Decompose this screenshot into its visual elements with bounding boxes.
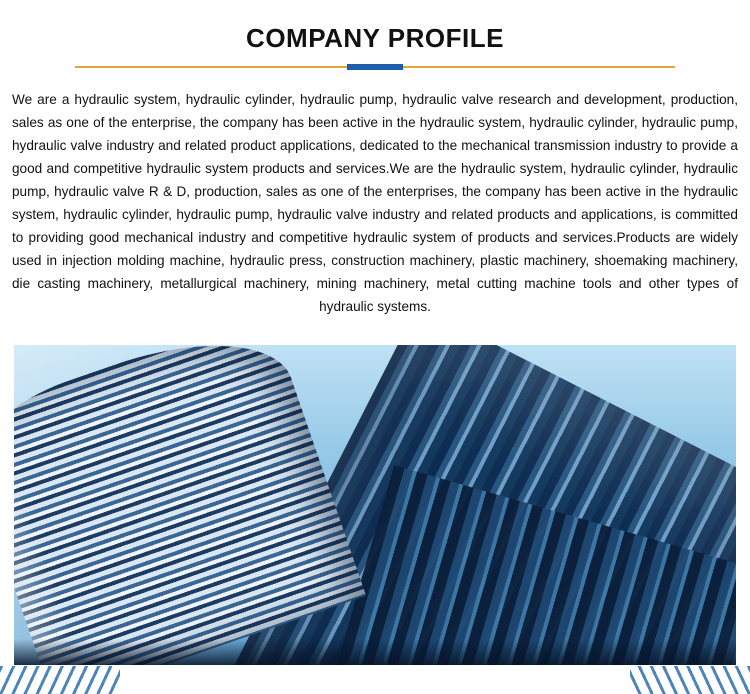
page-title: COMPANY PROFILE <box>246 23 504 53</box>
profile-content <box>0 70 750 318</box>
photo-sky <box>14 345 736 665</box>
skyscrapers-photo <box>14 345 736 665</box>
profile-paragraph: We are a hydraulic system, hydraulic cylinder, hydraulic pump, hydraulic valve research and development, production, sales as one of the enterprise, the company has been active in the hydraulic system, hydraulic cylinder, hydraulic pump, hydraulic valve industry and related product applications, dedicated to the mechanical transmission industry to provide a good and competitive hydraulic system products and services.We are the hydraulic system, hydraulic cylinder, hydraulic pump, hydraulic valve R & D, production, sales as one of the enterprises, the company has been active in the hydraulic system, hydraulic cylinder, hydraulic pump, hydraulic valve industry and related products and applications, is committed to providing good mechanical industry and competitive hydraulic system of products and services.Products are widely used in injection molding machine, hydraulic press, construction machinery, plastic machinery, shoemaking machinery, die casting machinery, metallurgical machinery, mining machinery, metal cutting machine tools and other types of hydraulic systems. <box>12 92 738 314</box>
title-divider <box>75 64 675 70</box>
footer-stripes-right <box>630 666 750 694</box>
page-header <box>0 0 750 70</box>
footer-stripes-left <box>0 666 120 694</box>
photo-bottom-shadow <box>14 639 736 665</box>
divider-block <box>347 64 403 70</box>
footer-decoration <box>0 666 750 694</box>
